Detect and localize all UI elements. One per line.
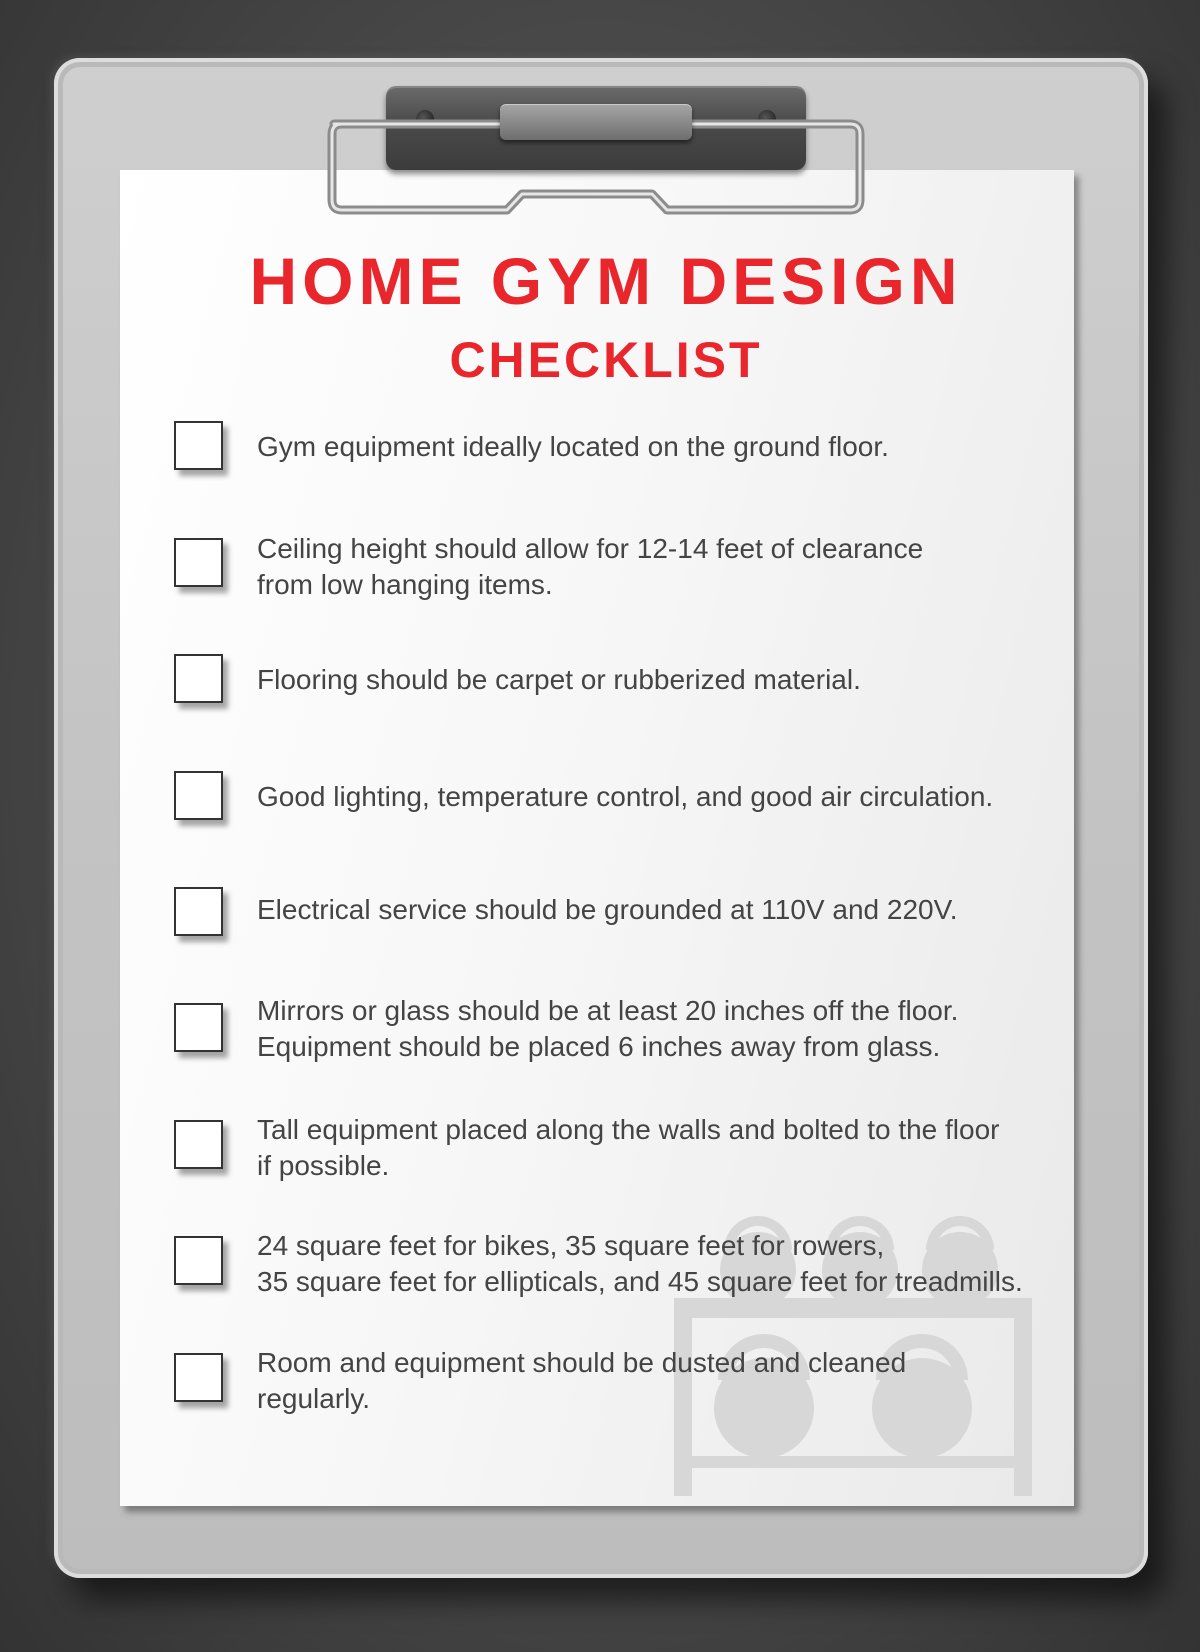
- checklist-item: [174, 421, 1074, 481]
- checkbox[interactable]: [174, 1003, 223, 1052]
- checkbox[interactable]: [174, 1120, 223, 1169]
- checklist-item: [174, 771, 1074, 831]
- checklist-item-text: Mirrors or glass should be at least 20 inches off the floor. Equipment should be placed 6 inches away from glass.: [257, 995, 959, 1062]
- checklist-item-text: Good lighting, temperature control, and good air circulation.: [257, 781, 994, 812]
- checkbox[interactable]: [174, 421, 223, 470]
- checklist-item: [174, 533, 1074, 600]
- checklist-item-text: 24 square feet for bikes, 35 square feet for rowers, 35 square feet for ellipticals, and 45 square feet for treadmills.: [257, 1230, 1023, 1297]
- checklist-item-text: Room and equipment should be dusted and cleaned regularly.: [257, 1347, 907, 1414]
- checkbox[interactable]: [174, 654, 223, 703]
- checklist-item: [174, 1114, 1074, 1181]
- checkbox[interactable]: [174, 538, 223, 587]
- checklist-item: [174, 1230, 1074, 1297]
- checkbox[interactable]: [174, 1353, 223, 1402]
- checkbox[interactable]: [174, 1236, 223, 1285]
- checklist-item: [174, 1347, 1074, 1414]
- checkbox[interactable]: [174, 771, 223, 820]
- checklist-item-text: Ceiling height should allow for 12-14 feet of clearance from low hanging items.: [257, 533, 924, 600]
- checklist-item-text: Gym equipment ideally located on the ground floor.: [257, 431, 889, 462]
- page-subtitle: CHECKLIST: [449, 332, 763, 388]
- checklist-item-text: Electrical service should be grounded at 110V and 220V.: [257, 894, 958, 925]
- checkbox[interactable]: [174, 887, 223, 936]
- clip-grip-icon: [500, 104, 692, 140]
- checklist-item: [174, 887, 1074, 947]
- page-title: HOME GYM DESIGN: [249, 244, 963, 318]
- checklist-item: [174, 995, 1074, 1063]
- checklist-item-text: Flooring should be carpet or rubberized material.: [257, 664, 861, 695]
- checklist-item: [174, 654, 1074, 714]
- checklist-item-text: Tall equipment placed along the walls and bolted to the floor if possible.: [257, 1114, 1000, 1181]
